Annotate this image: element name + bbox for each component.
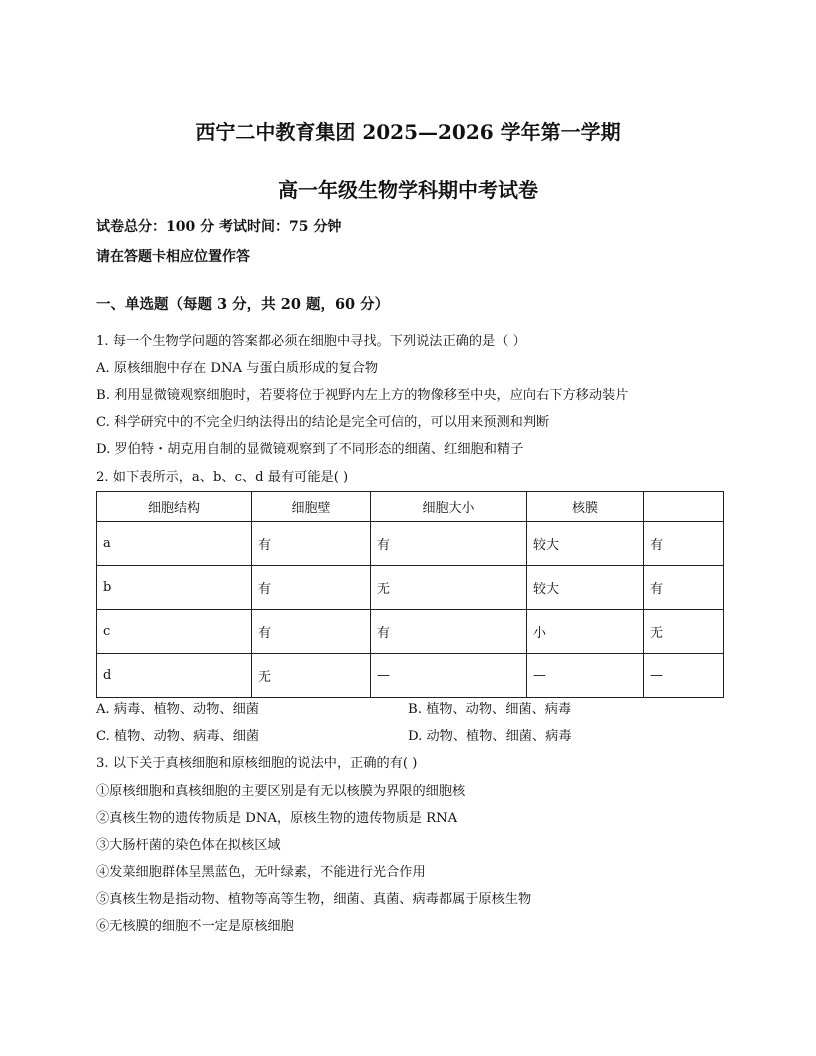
cell-structure-table [96,491,724,698]
table-cell: b [97,566,252,610]
table-row [97,566,724,610]
table-cell: 小 [527,610,644,654]
table-cell: 有 [252,610,371,654]
question-3-statement: ⑥无核膜的细胞不一定是原核细胞 [96,919,294,934]
table-cell: — [371,654,527,698]
table-header-cell [644,492,724,522]
table-cell: 较大 [527,522,644,566]
question-3-stem: 3. 以下关于真核细胞和原核细胞的说法中，正确的有( ) [96,756,418,771]
section-heading: 一、单选题（每题 3 分，共 20 题，60 分） [96,296,390,313]
table-row [97,610,724,654]
table-cell: 有 [371,522,527,566]
question-3-statement: ①原核细胞和真核细胞的主要区别是有无以核膜为界限的细胞核 [96,784,466,799]
question-2-stem: 2. 如下表所示，a、b、c、d 最有可能是( ) [96,470,349,485]
score-time-info: 试卷总分：100 分 考试时间：75 分钟 [96,219,342,235]
question-1-option-b: B. 利用显微镜观察细胞时，若要将位于视野内左上方的物像移至中央，应向右下方移动装片 [96,388,629,403]
table-cell: 无 [644,610,724,654]
table-cell: 较大 [527,566,644,610]
exam-subtitle: 高一年级生物学科期中考试卷 [278,178,538,202]
question-1-option-d: D. 罗伯特・胡克用自制的显微镜观察到了不同形态的细菌、红细胞和精子 [96,442,524,457]
table-cell: 有 [644,566,724,610]
question-2-option-a: A. 病毒、植物、动物、细菌 [96,702,259,717]
answer-instruction: 请在答题卡相应位置作答 [96,249,250,265]
table-cell: a [97,522,252,566]
table-cell: 有 [371,610,527,654]
question-2-option-d: D. 动物、植物、细菌、病毒 [408,729,572,744]
table-cell: 有 [252,566,371,610]
table-cell: c [97,610,252,654]
table-cell: 有 [644,522,724,566]
table-header-cell: 细胞结构 [97,492,252,522]
table-cell: 无 [371,566,527,610]
question-1-option-a: A. 原核细胞中存在 DNA 与蛋白质形成的复合物 [96,361,379,376]
question-2-option-c: C. 植物、动物、病毒、细菌 [96,729,260,744]
table-cell: d [97,654,252,698]
table-header-row [97,492,724,522]
table-row [97,522,724,566]
question-1-option-c: C. 科学研究中的不完全归纳法得出的结论是完全可信的，可以用来预测和判断 [96,415,550,430]
table-header-cell: 细胞壁 [252,492,371,522]
exam-title: 西宁二中教育集团 2025—2026 学年第一学期 [195,120,621,144]
question-3-statement: ②真核生物的遗传物质是 DNA，原核生物的遗传物质是 RNA [96,811,458,826]
table-cell: — [527,654,644,698]
question-2-option-b: B. 植物、动物、细菌、病毒 [408,702,572,717]
question-3-statement: ⑤真核生物是指动物、植物等高等生物，细菌、真菌、病毒都属于原核生物 [96,892,532,907]
table-cell: 有 [252,522,371,566]
table-header-cell: 核膜 [527,492,644,522]
question-3-statement: ③大肠杆菌的染色体在拟核区域 [96,838,281,853]
table-header-cell: 细胞大小 [371,492,527,522]
table-row [97,654,724,698]
table-cell: 无 [252,654,371,698]
table-cell: — [644,654,724,698]
question-3-statement: ④发菜细胞群体呈黑蓝色，无叶绿素，不能进行光合作用 [96,865,426,880]
question-1-stem: 1. 每一个生物学问题的答案都必须在细胞中寻找。下列说法正确的是（ ） [96,334,526,349]
